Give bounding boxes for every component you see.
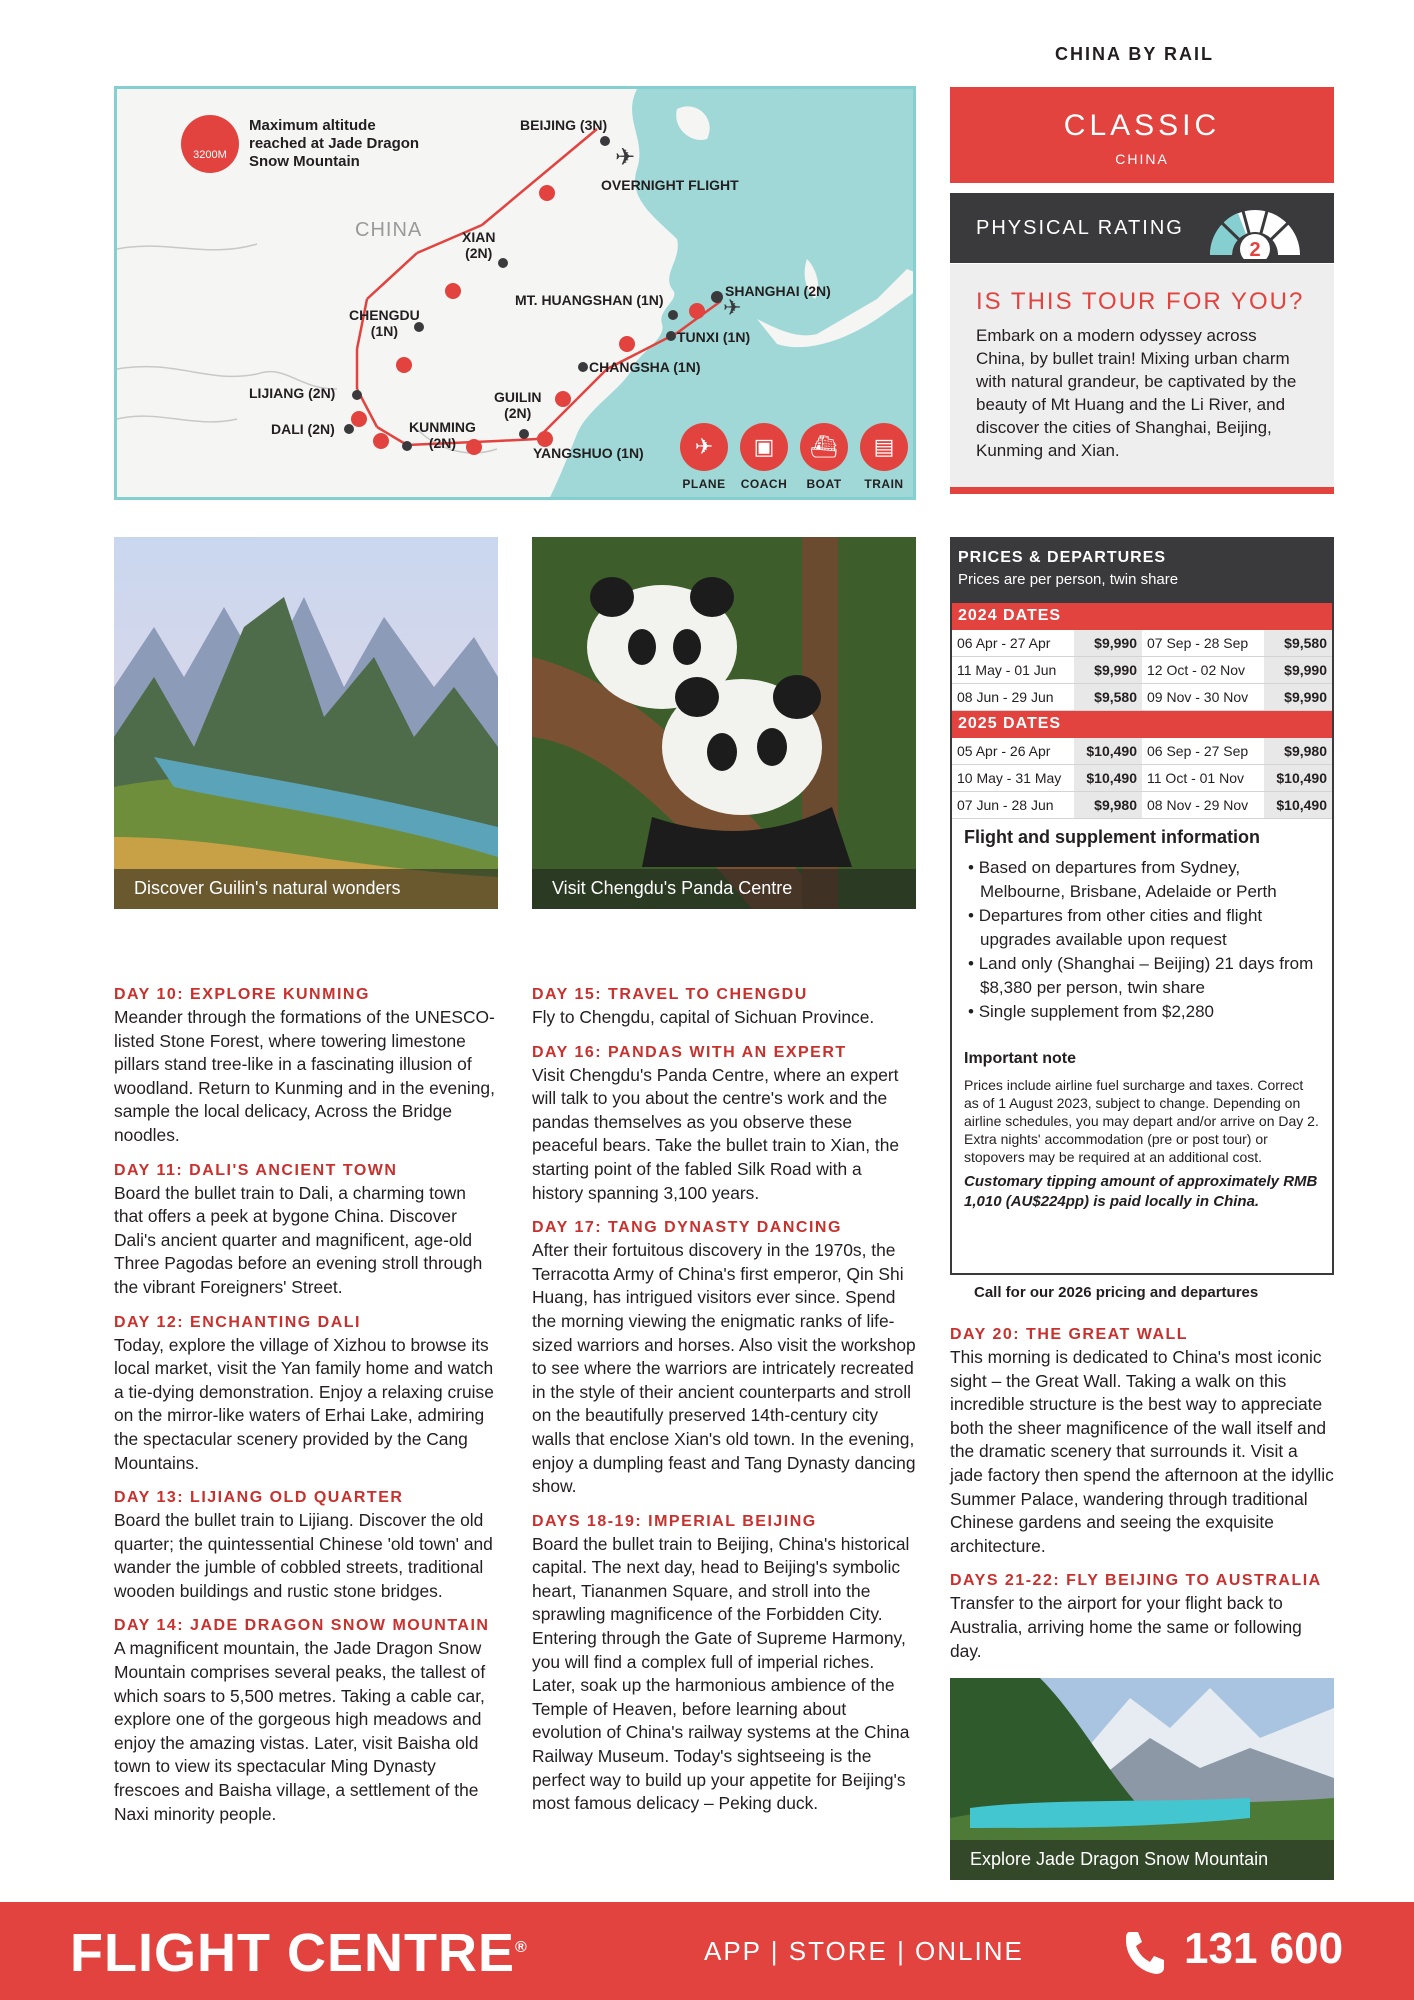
prices-header [952, 539, 1332, 603]
itinerary-day: DAY 14: JADE DRAGON SNOW MOUNTAIN A magnificent mountain, the Jade Dragon Snow Mountain comprises several peaks, the tallest of which soars to 5,500 metres. Taking a cable car, explore one of the gorgeous high meadows and enjoy the amazing vistas. Later, visit Baisha old town to view its spectacular Ming Dynasty frescoes and Baisha village, a settlement of the Naxi minority people. [114, 1617, 490, 1824]
legend-coach: ▣ COACH [733, 423, 795, 491]
legend-boat: ⛴ BOAT [793, 423, 855, 491]
city-guilin: GUILIN (2N) [494, 389, 542, 421]
prices-departures [950, 537, 1334, 1275]
footer [0, 1902, 1414, 2000]
city-tunxi: TUNXI (1N) [677, 329, 751, 345]
boat-icon: ⛴ [800, 423, 848, 471]
physical-rating [950, 193, 1334, 263]
price-row: 07 Jun - 28 Jun $9,980 08 Nov - 29 Nov $10,490 [952, 792, 1332, 819]
itinerary-column-1 [114, 986, 498, 1840]
tour-title-box [950, 87, 1334, 183]
city-lijiang: LIJIANG (2N) [249, 385, 336, 401]
prices-subtitle: Prices are per person, twin share [958, 571, 1179, 588]
photo-panda [532, 537, 916, 909]
itinerary-column-3 [950, 1326, 1334, 1677]
prices-title: PRICES & DEPARTURES [958, 549, 1167, 566]
itinerary-day: DAYS 18-19: IMPERIAL BEIJING Board the bullet train to Beijing, China's historical capital. The next day, head to Beijing's symbolic heart, Tiananmen Square, and stroll into the sprawling magnificence of the Forbidden City. Entering through the Gate of Supreme Harmony, you will find a complex full of imperial riches. Later, soak up the harmonious ambience of the Temple of Heaven, before learning about evolution of China's railway systems at the China Railway Museum. Today's sightseeing is the perfect way to build up your appetite for Beijing's most famous delicacy – Peking duck. [532, 1512, 910, 1814]
rating-value: 2 [1249, 239, 1261, 259]
panda-image [532, 537, 916, 909]
city-changsha: CHANGSHA (1N) [589, 359, 701, 375]
flight-info-item: • Land only (Shanghai – Beijing) 21 days from $8,380 per person, twin share [964, 952, 1320, 1000]
photo-jade-dragon [950, 1678, 1334, 1880]
flight-info [952, 819, 1332, 1032]
legend-plane: ✈ PLANE [673, 423, 735, 491]
itinerary-day: DAY 13: LIJIANG OLD QUARTER Board the bullet train to Lijiang. Discover the old quarter; the quintessential Chinese 'old town' and wander the jumble of cobbled streets, traditional wooden buildings and rustic stone bridges. [114, 1489, 493, 1601]
rating-gauge-icon [1200, 199, 1310, 259]
tipping-note: Customary tipping amount of approximately RMB 1,010 (AU$224pp) is paid locally in China. [964, 1173, 1318, 1210]
call-for-pricing: Call for our 2026 pricing and departures [974, 1284, 1259, 1301]
city-kunming: KUNMING (2N) [409, 419, 476, 451]
svg-text:✈: ✈ [615, 144, 636, 171]
altitude-note: Maximum altitude reached at Jade Dragon Snow Mountain [249, 117, 420, 170]
guilin-landscape-image [114, 537, 498, 909]
city-huangshan: MT. HUANGSHAN (1N) [515, 292, 664, 308]
photo-jade-dragon-caption: Explore Jade Dragon Snow Mountain [950, 1840, 1334, 1880]
itinerary-day: DAYS 21-22: FLY BEIJING TO AUSTRALIA Transfer to the airport for your flight back to Australia, arriving home the same or following day. [950, 1572, 1322, 1661]
itinerary-day: DAY 11: DALI'S ANCIENT TOWN Board the bullet train to Dali, a charming town that offers a peek at bygone China. Discover Dali's ancient quarter and magnificent, age-old Three Pagodas before an evening stroll through the vibrant Foreigners' Street. [114, 1161, 483, 1297]
map-country-label: CHINA [355, 219, 423, 241]
brand-logo: FLIGHT CENTRE® [70, 1923, 528, 1983]
itinerary-day: DAY 17: TANG DYNASTY DANCING After their fortuitous discovery in the 1970s, the Terracotta Army of China's first emperor, Qin Shi Huang, has intrigued visitors ever since. Spend the morning viewing the enigmatic ranks of life-sized warriors and horses. Also visit the workshop to see where the warriors are intricately recreated in the style of their ancient counterparts and stroll on the beautifully preserved 14th-century city walls that enclose Xian's old town. In the evening, enjoy a dumpling feast and Tang Dynasty dancing show. [532, 1219, 916, 1497]
city-yangshuo: YANGSHUO (1N) [533, 445, 644, 461]
itinerary-column-2 [532, 986, 916, 1830]
important-note-body: Prices include airline fuel surcharge and taxes. Correct as of 1 August 2023, subject to change. Depending on airline schedules, you may depart and/or arrive on Day 2. Extra nights' accommodation (pre or post tour) or stopovers may be required at an additional cost. [964, 1077, 1319, 1165]
altitude-badge: 3200M [181, 115, 239, 173]
physical-rating-label: PHYSICAL RATING [976, 217, 1184, 239]
photo-panda-caption: Visit Chengdu's Panda Centre [532, 869, 916, 909]
flight-info-item: • Single supplement from $2,280 [964, 1000, 1320, 1024]
coach-icon: ▣ [740, 423, 788, 471]
itinerary-day: DAY 10: EXPLORE KUNMING Meander through the formations of the UNESCO-listed Stone Forest, where towering limestone pillars stand tree-like in a fascinating illusion of woodland. Return to Kunming and in the evening, sample the local delicacy, Across the Bridge noodles. [114, 986, 495, 1145]
itinerary-day: DAY 16: PANDAS WITH AN EXPERT Visit Chengdu's Panda Centre, where an expert will talk to you about the centre's work and the pandas themselves as you observe these peaceful bears. Take the bullet train to Xian, the starting point of the fabled Silk Road with a history spanning 3,100 years. [532, 1043, 900, 1203]
photo-guilin [114, 537, 498, 909]
tour-intro [950, 264, 1334, 494]
itinerary-day: DAY 15: TRAVEL TO CHENGDU Fly to Chengdu, capital of Sichuan Province. [532, 986, 875, 1027]
route-map [114, 86, 916, 500]
important-note-title: Important note [964, 1050, 1076, 1067]
year-2024-header: 2024 DATES [952, 603, 1332, 630]
itinerary-day: DAY 20: THE GREAT WALL This morning is dedicated to China's most iconic sight – the Great Wall. Taking a walk on this incredible structure is the best way to appreciate both the sheer magnificence of the wall itself and the dramatic scenery that surrounds it. Visit a jade factory then spend the afternoon at the idyllic Summer Palace, wandering through traditional Chinese gardens and seeing the exquisite architecture. [950, 1326, 1334, 1556]
price-row: 08 Jun - 29 Jun $9,580 09 Nov - 30 Nov $9,990 [952, 684, 1332, 711]
legend-train: ▤ TRAIN [853, 423, 915, 491]
price-row: 11 May - 01 Jun $9,990 12 Oct - 02 Nov $9,990 [952, 657, 1332, 684]
train-icon: ▤ [860, 423, 908, 471]
city-shanghai: SHANGHAI (2N) [725, 283, 831, 299]
price-row: 10 May - 31 May $10,490 11 Oct - 01 Nov $10,490 [952, 765, 1332, 792]
tour-title: CLASSIC [1063, 109, 1221, 142]
photo-guilin-caption: Discover Guilin's natural wonders [114, 869, 498, 909]
year-2025-header: 2025 DATES [952, 711, 1332, 738]
header-label: CHINA BY RAIL [1054, 44, 1214, 64]
footer-channels[interactable]: APP | STORE | ONLINE [704, 1936, 1024, 1966]
price-row: 06 Apr - 27 Apr $9,990 07 Sep - 28 Sep $9,580 [952, 630, 1332, 657]
svg-text:✈: ✈ [723, 295, 742, 320]
city-chengdu: CHENGDU (1N) [349, 307, 420, 339]
phone-number[interactable]: 131 600 [1184, 1924, 1344, 1973]
city-xian: XIAN (2N) [462, 229, 496, 261]
important-note [952, 1032, 1332, 1220]
phone-icon [1124, 1930, 1164, 1974]
itinerary-day: DAY 12: ENCHANTING DALI Today, explore the village of Xizhou to browse its local market, visit the Yan family home and watch a tie-dying demonstration. Enjoy a relaxing cruise on the mirror-like waters of Erhai Lake, admiring the spectacular scenery provided by the Cang Mountains. [114, 1313, 494, 1473]
price-row: 05 Apr - 26 Apr $10,490 06 Sep - 27 Sep $9,980 [952, 738, 1332, 765]
flight-info-item: • Based on departures from Sydney, Melbourne, Brisbane, Adelaide or Perth [964, 856, 1320, 904]
tour-subtitle: CHINA [1115, 151, 1169, 167]
flight-info-item: • Departures from other cities and flight upgrades available upon request [964, 904, 1320, 952]
city-beijing: BEIJING (3N) [520, 117, 608, 133]
tour-intro-title: IS THIS TOUR FOR YOU? [976, 288, 1305, 315]
tour-intro-body: Embark on a modern odyssey across China, by bullet train! Mixing urban charm with natural grandeur, be captivated by the beauty of Mt Huang and the Li River, and discover the cities of Shanghai, Beijing, Kunming and Xian. [976, 326, 1297, 460]
overnight-flight-label: OVERNIGHT FLIGHT [601, 177, 739, 193]
flight-info-title: Flight and supplement information [964, 827, 1260, 847]
city-dali: DALI (2N) [271, 421, 335, 437]
plane-icon: ✈ [680, 423, 728, 471]
